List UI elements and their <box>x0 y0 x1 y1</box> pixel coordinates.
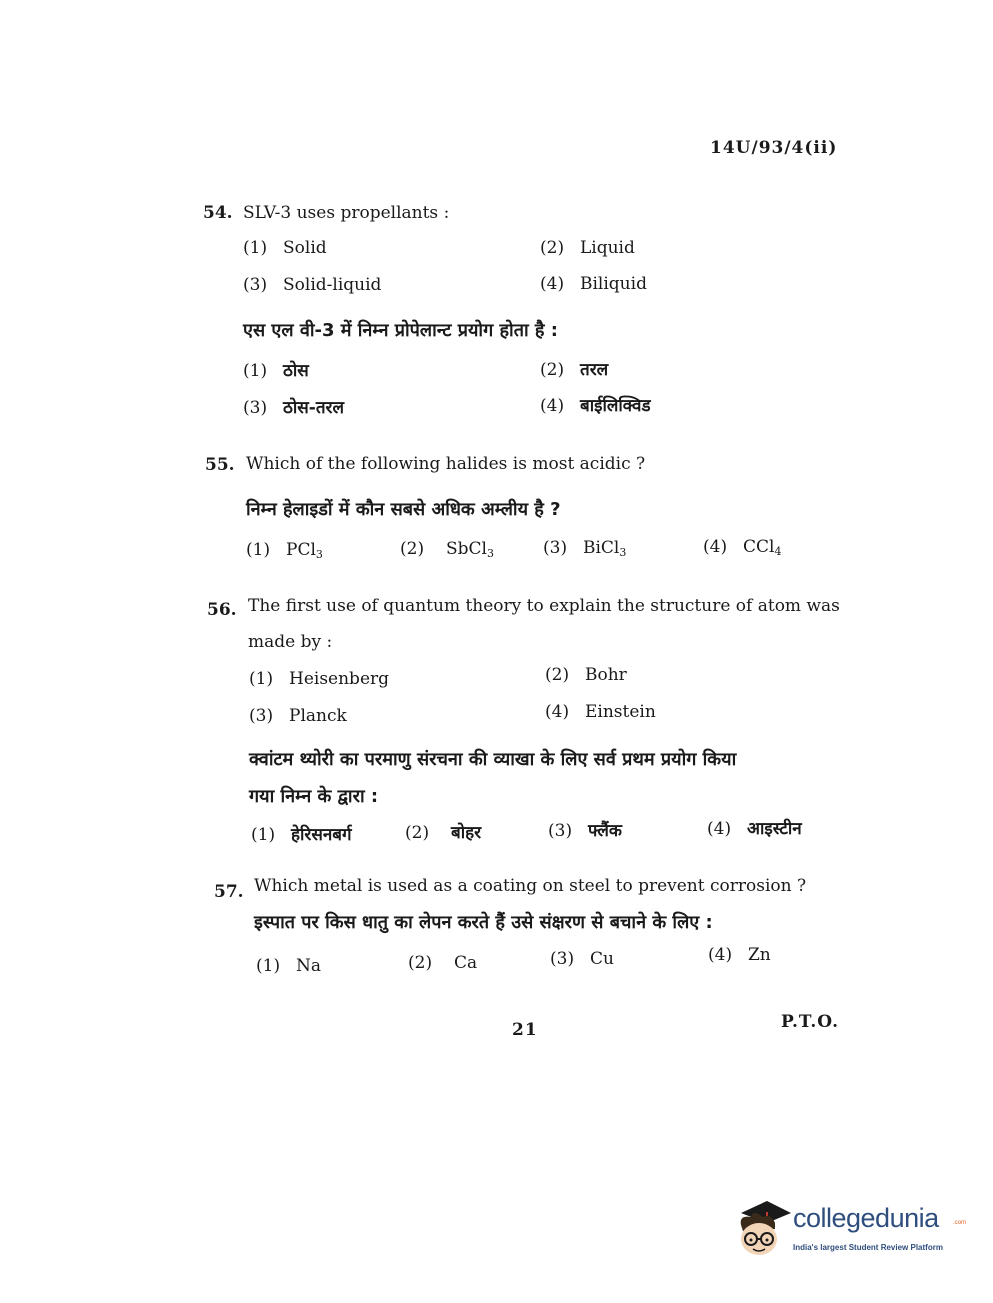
question-text-en: Which of the following halides is most acidic ? <box>246 454 646 474</box>
option-2: (2) SbCl$_3$ <box>400 539 494 560</box>
question-text-hi: इस्पात पर किस धातु का लेपन करते हैं उसे संक्षरण से बचाने के लिए : <box>254 912 713 933</box>
pto-label: P.T.O. <box>781 1012 839 1032</box>
option-hi-2: (2) तरल <box>540 360 609 380</box>
option-hi-1: (1) हेरिसनबर्ग <box>251 825 352 845</box>
option-hi-4: (4) आइस्टीन <box>707 819 802 839</box>
collegedunia-logo <box>733 1195 967 1265</box>
question-text-en: Which metal is used as a coating on steel to prevent corrosion ? <box>254 876 807 896</box>
option-3: (3) Cu <box>550 949 614 969</box>
option-hi-3: (3) ठोस-तरल <box>243 398 344 418</box>
option-2: (2) Ca <box>408 953 478 973</box>
option-1: (1) PCl$_3$ <box>246 540 323 561</box>
option-1: (1) Na <box>256 956 322 976</box>
question-text-en-line2: made by : <box>248 632 333 652</box>
logo-tagline: India's largest Student Review Platform <box>793 1243 943 1252</box>
question-number: 54. <box>203 203 233 223</box>
question-text-hi: एस एल वी-3 में निम्न प्रोपेलान्ट प्रयोग होता है : <box>243 320 558 341</box>
option-3: (3) BiCl$_3$ <box>543 538 627 559</box>
question-number: 56. <box>207 600 237 620</box>
question-number: 55. <box>205 455 235 475</box>
paper-code: 14U/93/4(ii) <box>710 138 838 158</box>
option-hi-1: (1) ठोस <box>243 361 309 381</box>
logo-name: collegedunia <box>793 1203 939 1233</box>
question-text-hi: निम्न हेलाइडों में कौन सबसे अधिक अम्लीय है ? <box>246 499 561 520</box>
option-2: (2) Bohr <box>545 665 627 685</box>
option-hi-3: (3) फ्लैंक <box>548 821 622 841</box>
mascot-icon <box>733 1195 793 1265</box>
page-number: 21 <box>512 1020 538 1040</box>
question-text-en-line1: The first use of quantum theory to explain the structure of atom was <box>248 596 840 616</box>
question-text-hi-line1: क्वांटम थ्योरी का परमाणु संरचना की व्याखा के लिए सर्व प्रथम प्रयोग किया <box>249 749 737 770</box>
option-2: (2) Liquid <box>540 238 635 258</box>
option-4: (4) Biliquid <box>540 274 647 294</box>
option-1: (1) Solid <box>243 238 327 258</box>
option-hi-4: (4) बाईलिक्विड <box>540 396 651 416</box>
question-text-hi-line2: गया निम्न के द्वारा : <box>249 786 379 807</box>
option-3: (3) Planck <box>249 706 347 726</box>
question-number: 57. <box>214 882 244 902</box>
option-4: (4) CCl$_4$ <box>703 537 782 558</box>
option-1: (1) Heisenberg <box>249 669 390 689</box>
option-4: (4) Zn <box>708 945 771 965</box>
option-3: (3) Solid-liquid <box>243 275 382 295</box>
question-text-en: SLV-3 uses propellants : <box>243 203 450 223</box>
logo-domain: .com <box>953 1220 967 1226</box>
option-4: (4) Einstein <box>545 702 656 722</box>
option-hi-2: (2) बोहर <box>405 823 482 843</box>
